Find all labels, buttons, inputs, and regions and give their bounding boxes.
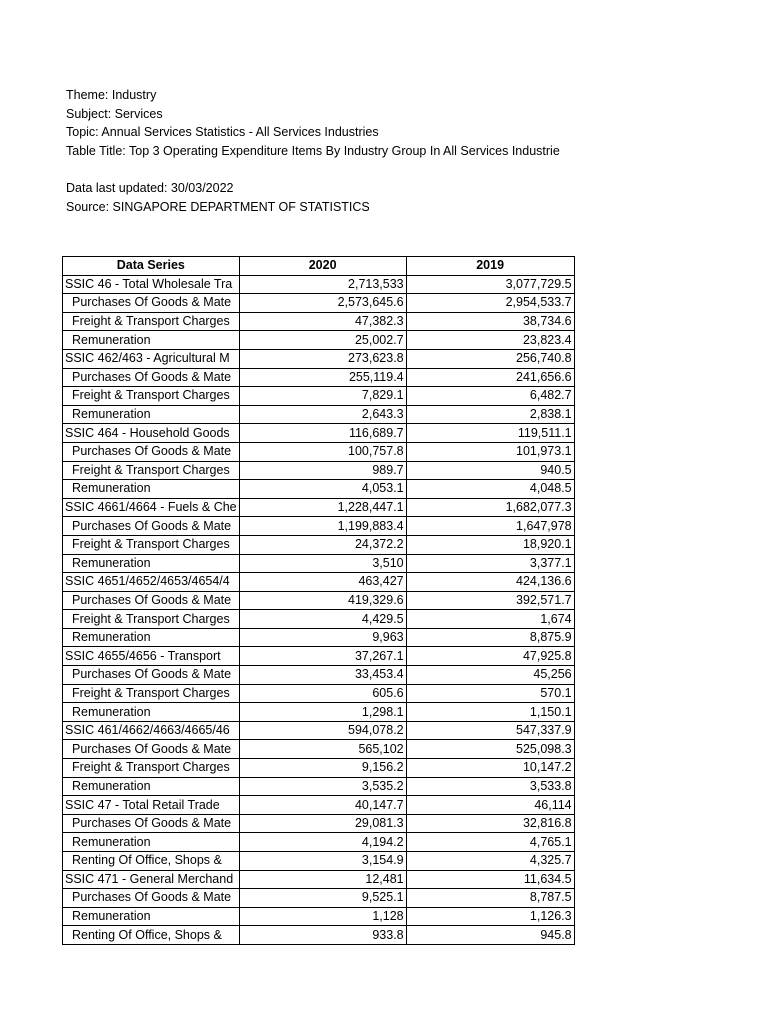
cell-data-series[interactable]: SSIC 4655/4656 - Transport xyxy=(63,647,240,666)
table-row xyxy=(63,349,575,368)
topic-line: Topic: Annual Services Statistics - All Services Industries xyxy=(66,125,379,140)
cell-data-series[interactable]: SSIC 4651/4652/4653/4654/4 xyxy=(63,573,240,592)
cell-2020[interactable]: 594,078.2 xyxy=(239,721,406,740)
cell-2020[interactable]: 100,757.8 xyxy=(239,442,406,461)
table-row xyxy=(63,480,575,499)
cell-2019[interactable]: 1,126.3 xyxy=(406,907,574,926)
cell-2020[interactable]: 1,128 xyxy=(239,907,406,926)
cell-2020[interactable]: 12,481 xyxy=(239,870,406,889)
cell-data-series[interactable]: Purchases Of Goods & Mate xyxy=(63,294,240,313)
cell-2020[interactable]: 37,267.1 xyxy=(239,647,406,666)
cell-2020[interactable]: 116,689.7 xyxy=(239,424,406,443)
table-row xyxy=(63,666,575,685)
cell-data-series[interactable]: Remuneration xyxy=(63,480,240,499)
cell-data-series[interactable]: Remuneration xyxy=(63,833,240,852)
table-row xyxy=(63,387,575,406)
cell-2020[interactable]: 3,510 xyxy=(239,554,406,573)
cell-2020[interactable]: 565,102 xyxy=(239,740,406,759)
cell-data-series[interactable]: Purchases Of Goods & Mate xyxy=(63,591,240,610)
cell-2019[interactable]: 11,634.5 xyxy=(406,870,574,889)
cell-data-series[interactable]: Purchases Of Goods & Mate xyxy=(63,368,240,387)
cell-2020[interactable]: 419,329.6 xyxy=(239,591,406,610)
cell-2019[interactable]: 18,920.1 xyxy=(406,535,574,554)
table-row xyxy=(63,461,575,480)
cell-data-series[interactable]: Remuneration xyxy=(63,907,240,926)
cell-2020[interactable]: 33,453.4 xyxy=(239,666,406,685)
cell-2019[interactable]: 241,656.6 xyxy=(406,368,574,387)
cell-data-series[interactable]: SSIC 464 - Household Goods xyxy=(63,424,240,443)
cell-2019[interactable]: 1,150.1 xyxy=(406,703,574,722)
cell-2019[interactable]: 3,077,729.5 xyxy=(406,275,574,294)
cell-data-series[interactable]: Freight & Transport Charges xyxy=(63,387,240,406)
table-row xyxy=(63,535,575,554)
cell-data-series[interactable]: Purchases Of Goods & Mate xyxy=(63,814,240,833)
table-row xyxy=(63,684,575,703)
cell-2019[interactable]: 3,377.1 xyxy=(406,554,574,573)
cell-2019[interactable]: 10,147.2 xyxy=(406,759,574,778)
table-row xyxy=(63,610,575,629)
cell-2020[interactable]: 463,427 xyxy=(239,573,406,592)
cell-2020[interactable]: 25,002.7 xyxy=(239,331,406,350)
header-row xyxy=(63,257,575,276)
cell-data-series[interactable]: Freight & Transport Charges xyxy=(63,312,240,331)
header-data-series[interactable]: Data Series xyxy=(63,257,240,276)
data-table xyxy=(62,256,575,945)
table-row xyxy=(63,926,575,945)
cell-2020[interactable]: 933.8 xyxy=(239,926,406,945)
table-row xyxy=(63,852,575,871)
cell-2019[interactable]: 119,511.1 xyxy=(406,424,574,443)
table-row xyxy=(63,777,575,796)
table-row xyxy=(63,647,575,666)
cell-2019[interactable]: 47,925.8 xyxy=(406,647,574,666)
cell-data-series[interactable]: Renting Of Office, Shops & xyxy=(63,852,240,871)
cell-2019[interactable]: 945.8 xyxy=(406,926,574,945)
cell-2019[interactable]: 4,325.7 xyxy=(406,852,574,871)
cell-2020[interactable]: 2,643.3 xyxy=(239,405,406,424)
cell-2019[interactable]: 38,734.6 xyxy=(406,312,574,331)
cell-2020[interactable]: 9,963 xyxy=(239,628,406,647)
cell-2020[interactable]: 605.6 xyxy=(239,684,406,703)
table-row xyxy=(63,294,575,313)
cell-2019[interactable]: 46,114 xyxy=(406,796,574,815)
cell-data-series[interactable]: Renting Of Office, Shops & xyxy=(63,926,240,945)
table-row xyxy=(63,368,575,387)
table-row xyxy=(63,312,575,331)
cell-2020[interactable]: 2,573,645.6 xyxy=(239,294,406,313)
cell-data-series[interactable]: Purchases Of Goods & Mate xyxy=(63,517,240,536)
cell-data-series[interactable]: SSIC 46 - Total Wholesale Tra xyxy=(63,275,240,294)
cell-2019[interactable]: 6,482.7 xyxy=(406,387,574,406)
theme-line: Theme: Industry xyxy=(66,88,157,102)
table-row xyxy=(63,870,575,889)
cell-data-series[interactable]: Remuneration xyxy=(63,405,240,424)
updated-line: Data last updated: 30/03/2022 xyxy=(66,180,234,195)
cell-2019[interactable]: 3,533.8 xyxy=(406,777,574,796)
cell-2020[interactable]: 1,199,883.4 xyxy=(239,517,406,536)
cell-2019[interactable]: 940.5 xyxy=(406,461,574,480)
cell-data-series[interactable]: Purchases Of Goods & Mate xyxy=(63,666,240,685)
table-row xyxy=(63,740,575,759)
table-row xyxy=(63,814,575,833)
cell-data-series[interactable]: SSIC 47 - Total Retail Trade xyxy=(63,796,240,815)
table-row xyxy=(63,907,575,926)
cell-2020[interactable]: 4,429.5 xyxy=(239,610,406,629)
cell-data-series[interactable]: SSIC 471 - General Merchand xyxy=(63,870,240,889)
table-row xyxy=(63,591,575,610)
cell-data-series[interactable]: Remuneration xyxy=(63,331,240,350)
table-row xyxy=(63,833,575,852)
table-row xyxy=(63,424,575,443)
cell-2020[interactable]: 3,154.9 xyxy=(239,852,406,871)
cell-data-series[interactable]: Remuneration xyxy=(63,703,240,722)
cell-2020[interactable]: 9,525.1 xyxy=(239,889,406,908)
cell-data-series[interactable]: Purchases Of Goods & Mate xyxy=(63,889,240,908)
cell-2020[interactable]: 7,829.1 xyxy=(239,387,406,406)
cell-data-series[interactable]: Purchases Of Goods & Mate xyxy=(63,740,240,759)
table-row xyxy=(63,405,575,424)
cell-2019[interactable]: 1,674 xyxy=(406,610,574,629)
cell-2019[interactable]: 547,337.9 xyxy=(406,721,574,740)
table-row xyxy=(63,498,575,517)
cell-2019[interactable]: 1,647,978 xyxy=(406,517,574,536)
cell-2019[interactable]: 4,765.1 xyxy=(406,833,574,852)
cell-2020[interactable]: 29,081.3 xyxy=(239,814,406,833)
cell-2020[interactable]: 1,228,447.1 xyxy=(239,498,406,517)
cell-2020[interactable]: 3,535.2 xyxy=(239,777,406,796)
cell-2020[interactable]: 4,194.2 xyxy=(239,833,406,852)
cell-2020[interactable]: 40,147.7 xyxy=(239,796,406,815)
cell-2020[interactable]: 1,298.1 xyxy=(239,703,406,722)
spacer xyxy=(66,160,626,179)
cell-data-series[interactable]: Remuneration xyxy=(63,554,240,573)
table-row xyxy=(63,554,575,573)
cell-2019[interactable]: 45,256 xyxy=(406,666,574,685)
table-row xyxy=(63,442,575,461)
source-line: Source: SINGAPORE DEPARTMENT OF STATISTICS xyxy=(66,199,370,214)
table-row xyxy=(63,721,575,740)
table-row xyxy=(63,703,575,722)
cell-2020[interactable]: 989.7 xyxy=(239,461,406,480)
cell-data-series[interactable]: Remuneration xyxy=(63,777,240,796)
subject-line: Subject: Services xyxy=(66,106,163,121)
table-row xyxy=(63,628,575,647)
cell-2020[interactable]: 2,713,533 xyxy=(239,275,406,294)
cell-2019[interactable]: 424,136.6 xyxy=(406,573,574,592)
cell-2019[interactable]: 2,954,533.7 xyxy=(406,294,574,313)
table-row xyxy=(63,889,575,908)
table-row xyxy=(63,331,575,350)
header-2020[interactable]: 2020 xyxy=(239,257,406,276)
cell-2019[interactable]: 2,838.1 xyxy=(406,405,574,424)
cell-2019[interactable]: 1,682,077.3 xyxy=(406,498,574,517)
cell-2019[interactable]: 8,787.5 xyxy=(406,889,574,908)
cell-2020[interactable]: 47,382.3 xyxy=(239,312,406,331)
cell-2019[interactable]: 4,048.5 xyxy=(406,480,574,499)
cell-data-series[interactable]: Freight & Transport Charges xyxy=(63,759,240,778)
metadata-block xyxy=(66,86,626,216)
cell-data-series[interactable]: SSIC 461/4662/4663/4665/46 xyxy=(63,721,240,740)
cell-2019[interactable]: 32,816.8 xyxy=(406,814,574,833)
cell-2019[interactable]: 525,098.3 xyxy=(406,740,574,759)
cell-data-series[interactable]: Freight & Transport Charges xyxy=(63,610,240,629)
cell-2020[interactable]: 9,156.2 xyxy=(239,759,406,778)
table-row xyxy=(63,275,575,294)
cell-data-series[interactable]: SSIC 4661/4664 - Fuels & Che xyxy=(63,498,240,517)
cell-data-series[interactable]: Purchases Of Goods & Mate xyxy=(63,442,240,461)
cell-2019[interactable]: 256,740.8 xyxy=(406,349,574,368)
cell-data-series[interactable]: Remuneration xyxy=(63,628,240,647)
cell-data-series[interactable]: Freight & Transport Charges xyxy=(63,535,240,554)
cell-data-series[interactable]: Freight & Transport Charges xyxy=(63,461,240,480)
cell-2019[interactable]: 101,973.1 xyxy=(406,442,574,461)
table-row xyxy=(63,573,575,592)
cell-2019[interactable]: 570.1 xyxy=(406,684,574,703)
cell-data-series[interactable]: SSIC 462/463 - Agricultural M xyxy=(63,349,240,368)
cell-data-series[interactable]: Freight & Transport Charges xyxy=(63,684,240,703)
cell-2020[interactable]: 4,053.1 xyxy=(239,480,406,499)
header-2019[interactable]: 2019 xyxy=(406,257,574,276)
cell-2019[interactable]: 8,875.9 xyxy=(406,628,574,647)
table-body xyxy=(63,275,575,944)
table-row xyxy=(63,517,575,536)
table-title-line: Table Title: Top 3 Operating Expenditure Items By Industry Group In All Services Industrie xyxy=(66,143,560,158)
table-row xyxy=(63,759,575,778)
table-row xyxy=(63,796,575,815)
cell-2020[interactable]: 273,623.8 xyxy=(239,349,406,368)
cell-2019[interactable]: 23,823.4 xyxy=(406,331,574,350)
cell-2020[interactable]: 255,119.4 xyxy=(239,368,406,387)
cell-2019[interactable]: 392,571.7 xyxy=(406,591,574,610)
cell-2020[interactable]: 24,372.2 xyxy=(239,535,406,554)
